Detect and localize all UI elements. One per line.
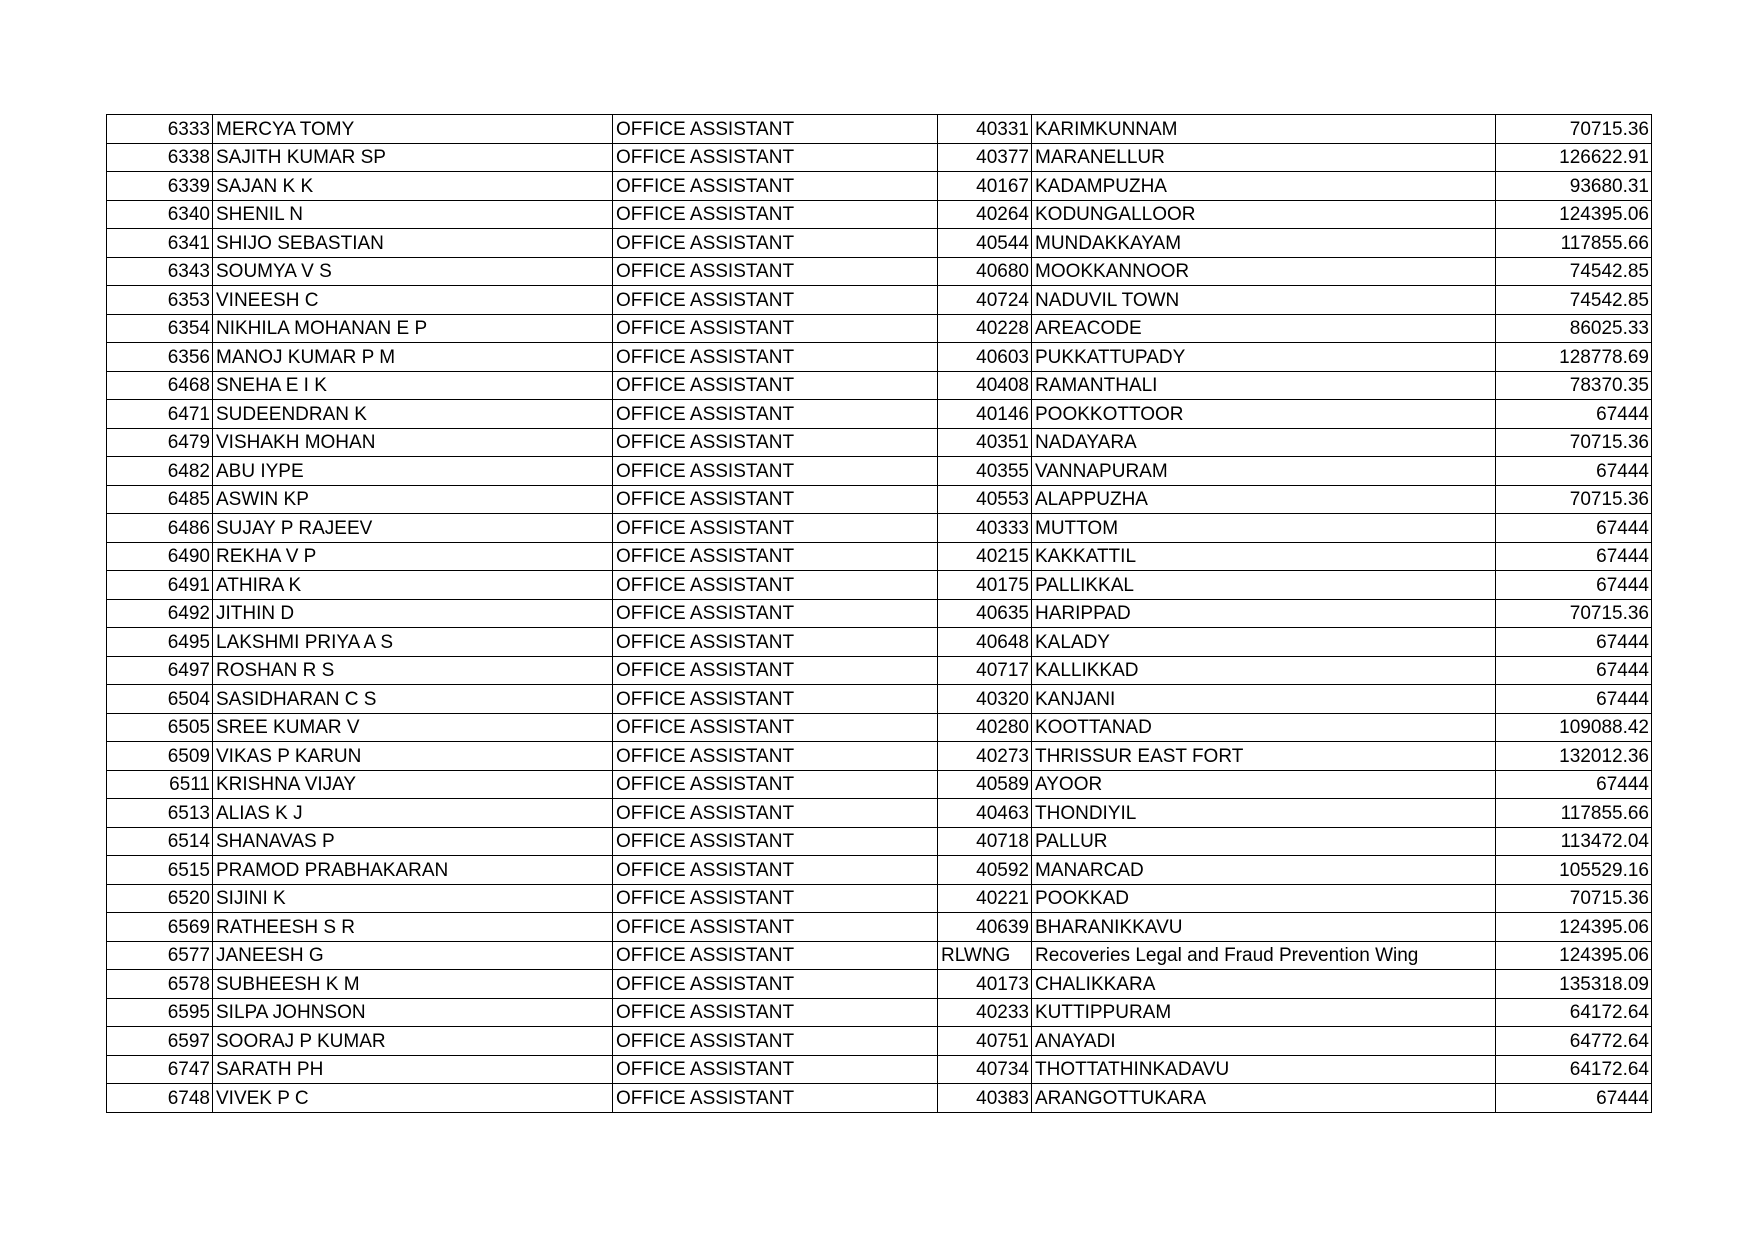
branch-name-cell: THONDIYIL [1032, 799, 1496, 828]
designation-cell: OFFICE ASSISTANT [613, 571, 938, 600]
branch-name-cell: MUNDAKKAYAM [1032, 229, 1496, 258]
branch-code-cell: 40215 [938, 542, 1032, 571]
table-row [107, 856, 1652, 885]
designation-cell: OFFICE ASSISTANT [613, 970, 938, 999]
amount-cell: 124395.06 [1496, 941, 1652, 970]
employee-id-cell: 6354 [107, 314, 213, 343]
employee-id-cell: 6339 [107, 172, 213, 201]
designation-cell: OFFICE ASSISTANT [613, 685, 938, 714]
employee-id-cell: 6747 [107, 1055, 213, 1084]
branch-name-cell: KALLIKKAD [1032, 656, 1496, 685]
designation-cell: OFFICE ASSISTANT [613, 941, 938, 970]
table-row [107, 970, 1652, 999]
employee-id-cell: 6597 [107, 1027, 213, 1056]
table-row [107, 542, 1652, 571]
employee-id-cell: 6490 [107, 542, 213, 571]
amount-cell: 132012.36 [1496, 742, 1652, 771]
branch-code-cell: 40718 [938, 827, 1032, 856]
employee-name-cell: ATHIRA K [213, 571, 613, 600]
branch-code-cell: 40751 [938, 1027, 1032, 1056]
designation-cell: OFFICE ASSISTANT [613, 542, 938, 571]
employee-id-cell: 6341 [107, 229, 213, 258]
employee-name-cell: MANOJ KUMAR P M [213, 343, 613, 372]
table-row [107, 229, 1652, 258]
amount-cell: 109088.42 [1496, 713, 1652, 742]
table-row [107, 1084, 1652, 1113]
amount-cell: 67444 [1496, 571, 1652, 600]
branch-code-cell: 40331 [938, 115, 1032, 144]
employee-name-cell: SHANAVAS P [213, 827, 613, 856]
branch-code-cell: 40146 [938, 400, 1032, 429]
employee-id-cell: 6340 [107, 200, 213, 229]
amount-cell: 113472.04 [1496, 827, 1652, 856]
table-row [107, 115, 1652, 144]
employee-name-cell: SASIDHARAN C S [213, 685, 613, 714]
amount-cell: 67444 [1496, 685, 1652, 714]
employee-name-cell: ABU IYPE [213, 457, 613, 486]
branch-name-cell: KODUNGALLOOR [1032, 200, 1496, 229]
amount-cell: 74542.85 [1496, 257, 1652, 286]
designation-cell: OFFICE ASSISTANT [613, 314, 938, 343]
amount-cell: 67444 [1496, 1084, 1652, 1113]
employee-name-cell: MERCYA TOMY [213, 115, 613, 144]
amount-cell: 67444 [1496, 400, 1652, 429]
branch-name-cell: POOKKAD [1032, 884, 1496, 913]
amount-cell: 70715.36 [1496, 599, 1652, 628]
branch-code-cell: 40383 [938, 1084, 1032, 1113]
amount-cell: 70715.36 [1496, 115, 1652, 144]
table-row [107, 343, 1652, 372]
branch-name-cell: THOTTATHINKADAVU [1032, 1055, 1496, 1084]
employee-id-cell: 6485 [107, 485, 213, 514]
branch-name-cell: KADAMPUZHA [1032, 172, 1496, 201]
employee-name-cell: VIKAS P KARUN [213, 742, 613, 771]
table-row [107, 371, 1652, 400]
branch-code-cell: 40717 [938, 656, 1032, 685]
designation-cell: OFFICE ASSISTANT [613, 286, 938, 315]
amount-cell: 124395.06 [1496, 200, 1652, 229]
amount-cell: 64172.64 [1496, 1055, 1652, 1084]
designation-cell: OFFICE ASSISTANT [613, 143, 938, 172]
table-row [107, 571, 1652, 600]
amount-cell: 67444 [1496, 770, 1652, 799]
table-row [107, 400, 1652, 429]
designation-cell: OFFICE ASSISTANT [613, 998, 938, 1027]
employee-name-cell: REKHA V P [213, 542, 613, 571]
employee-name-cell: VIVEK P C [213, 1084, 613, 1113]
designation-cell: OFFICE ASSISTANT [613, 343, 938, 372]
employee-id-cell: 6748 [107, 1084, 213, 1113]
table-row [107, 599, 1652, 628]
designation-cell: OFFICE ASSISTANT [613, 257, 938, 286]
table-row [107, 428, 1652, 457]
amount-cell: 64172.64 [1496, 998, 1652, 1027]
table-row [107, 143, 1652, 172]
staff-table [106, 114, 1652, 1113]
table-row [107, 1027, 1652, 1056]
branch-name-cell: PUKKATTUPADY [1032, 343, 1496, 372]
employee-name-cell: KRISHNA VIJAY [213, 770, 613, 799]
branch-code-cell: 40544 [938, 229, 1032, 258]
table-row [107, 770, 1652, 799]
employee-id-cell: 6515 [107, 856, 213, 885]
amount-cell: 67444 [1496, 457, 1652, 486]
amount-cell: 135318.09 [1496, 970, 1652, 999]
designation-cell: OFFICE ASSISTANT [613, 428, 938, 457]
employee-name-cell: NIKHILA MOHANAN E P [213, 314, 613, 343]
amount-cell: 67444 [1496, 628, 1652, 657]
branch-code-cell: 40734 [938, 1055, 1032, 1084]
branch-name-cell: THRISSUR EAST FORT [1032, 742, 1496, 771]
amount-cell: 67444 [1496, 542, 1652, 571]
branch-code-cell: 40463 [938, 799, 1032, 828]
branch-name-cell: NADAYARA [1032, 428, 1496, 457]
employee-id-cell: 6520 [107, 884, 213, 913]
branch-name-cell: PALLUR [1032, 827, 1496, 856]
designation-cell: OFFICE ASSISTANT [613, 742, 938, 771]
branch-name-cell: PALLIKKAL [1032, 571, 1496, 600]
branch-name-cell: ARANGOTTUKARA [1032, 1084, 1496, 1113]
branch-code-cell: 40280 [938, 713, 1032, 742]
designation-cell: OFFICE ASSISTANT [613, 770, 938, 799]
amount-cell: 117855.66 [1496, 229, 1652, 258]
table-row [107, 485, 1652, 514]
employee-id-cell: 6338 [107, 143, 213, 172]
employee-name-cell: SOORAJ P KUMAR [213, 1027, 613, 1056]
table-row [107, 913, 1652, 942]
branch-code-cell: 40264 [938, 200, 1032, 229]
branch-code-cell: 40377 [938, 143, 1032, 172]
table-row [107, 827, 1652, 856]
branch-name-cell: AYOOR [1032, 770, 1496, 799]
employee-id-cell: 6577 [107, 941, 213, 970]
designation-cell: OFFICE ASSISTANT [613, 599, 938, 628]
employee-id-cell: 6486 [107, 514, 213, 543]
employee-name-cell: SIJINI K [213, 884, 613, 913]
employee-name-cell: VINEESH C [213, 286, 613, 315]
branch-name-cell: POOKKOTTOOR [1032, 400, 1496, 429]
table-row [107, 457, 1652, 486]
employee-name-cell: SHIJO SEBASTIAN [213, 229, 613, 258]
employee-name-cell: JITHIN D [213, 599, 613, 628]
branch-code-cell: 40221 [938, 884, 1032, 913]
amount-cell: 78370.35 [1496, 371, 1652, 400]
branch-name-cell: RAMANTHALI [1032, 371, 1496, 400]
branch-code-cell: 40408 [938, 371, 1032, 400]
table-row [107, 314, 1652, 343]
branch-code-cell: 40603 [938, 343, 1032, 372]
designation-cell: OFFICE ASSISTANT [613, 1027, 938, 1056]
branch-name-cell: MANARCAD [1032, 856, 1496, 885]
branch-code-cell: 40355 [938, 457, 1032, 486]
amount-cell: 105529.16 [1496, 856, 1652, 885]
designation-cell: OFFICE ASSISTANT [613, 172, 938, 201]
branch-name-cell: BHARANIKKAVU [1032, 913, 1496, 942]
branch-name-cell: NADUVIL TOWN [1032, 286, 1496, 315]
employee-name-cell: RATHEESH S R [213, 913, 613, 942]
employee-id-cell: 6497 [107, 656, 213, 685]
amount-cell: 124395.06 [1496, 913, 1652, 942]
employee-name-cell: ASWIN KP [213, 485, 613, 514]
table-row [107, 685, 1652, 714]
branch-name-cell: KARIMKUNNAM [1032, 115, 1496, 144]
branch-name-cell: KUTTIPPURAM [1032, 998, 1496, 1027]
employee-id-cell: 6492 [107, 599, 213, 628]
branch-name-cell: MUTTOM [1032, 514, 1496, 543]
employee-id-cell: 6482 [107, 457, 213, 486]
table-row [107, 200, 1652, 229]
designation-cell: OFFICE ASSISTANT [613, 628, 938, 657]
employee-id-cell: 6505 [107, 713, 213, 742]
employee-name-cell: PRAMOD PRABHAKARAN [213, 856, 613, 885]
table-row [107, 884, 1652, 913]
branch-code-cell: 40175 [938, 571, 1032, 600]
employee-id-cell: 6504 [107, 685, 213, 714]
designation-cell: OFFICE ASSISTANT [613, 913, 938, 942]
designation-cell: OFFICE ASSISTANT [613, 884, 938, 913]
branch-code-cell: RLWNG [938, 941, 1032, 970]
branch-name-cell: MOOKKANNOOR [1032, 257, 1496, 286]
employee-name-cell: SUBHEESH K M [213, 970, 613, 999]
branch-name-cell: AREACODE [1032, 314, 1496, 343]
employee-id-cell: 6513 [107, 799, 213, 828]
branch-code-cell: 40639 [938, 913, 1032, 942]
amount-cell: 128778.69 [1496, 343, 1652, 372]
table-row [107, 286, 1652, 315]
employee-name-cell: SUDEENDRAN K [213, 400, 613, 429]
employee-id-cell: 6509 [107, 742, 213, 771]
amount-cell: 70715.36 [1496, 485, 1652, 514]
amount-cell: 74542.85 [1496, 286, 1652, 315]
branch-code-cell: 40635 [938, 599, 1032, 628]
employee-id-cell: 6471 [107, 400, 213, 429]
designation-cell: OFFICE ASSISTANT [613, 400, 938, 429]
employee-name-cell: ROSHAN R S [213, 656, 613, 685]
branch-name-cell: HARIPPAD [1032, 599, 1496, 628]
branch-code-cell: 40233 [938, 998, 1032, 1027]
branch-code-cell: 40167 [938, 172, 1032, 201]
amount-cell: 67444 [1496, 514, 1652, 543]
branch-code-cell: 40333 [938, 514, 1032, 543]
branch-name-cell: VANNAPURAM [1032, 457, 1496, 486]
employee-name-cell: SAJAN K K [213, 172, 613, 201]
employee-name-cell: SHENIL N [213, 200, 613, 229]
branch-name-cell: KANJANI [1032, 685, 1496, 714]
branch-name-cell: KOOTTANAD [1032, 713, 1496, 742]
designation-cell: OFFICE ASSISTANT [613, 827, 938, 856]
branch-name-cell: ALAPPUZHA [1032, 485, 1496, 514]
branch-name-cell: CHALIKKARA [1032, 970, 1496, 999]
amount-cell: 70715.36 [1496, 428, 1652, 457]
branch-code-cell: 40351 [938, 428, 1032, 457]
employee-name-cell: SOUMYA V S [213, 257, 613, 286]
employee-id-cell: 6333 [107, 115, 213, 144]
designation-cell: OFFICE ASSISTANT [613, 514, 938, 543]
designation-cell: OFFICE ASSISTANT [613, 856, 938, 885]
employee-id-cell: 6569 [107, 913, 213, 942]
designation-cell: OFFICE ASSISTANT [613, 656, 938, 685]
table-row [107, 172, 1652, 201]
designation-cell: OFFICE ASSISTANT [613, 371, 938, 400]
branch-code-cell: 40589 [938, 770, 1032, 799]
designation-cell: OFFICE ASSISTANT [613, 1055, 938, 1084]
amount-cell: 67444 [1496, 656, 1652, 685]
table-row [107, 1055, 1652, 1084]
employee-id-cell: 6511 [107, 770, 213, 799]
table-row [107, 257, 1652, 286]
employee-id-cell: 6578 [107, 970, 213, 999]
amount-cell: 126622.91 [1496, 143, 1652, 172]
employee-id-cell: 6353 [107, 286, 213, 315]
branch-code-cell: 40648 [938, 628, 1032, 657]
branch-code-cell: 40724 [938, 286, 1032, 315]
table-row [107, 941, 1652, 970]
branch-code-cell: 40173 [938, 970, 1032, 999]
amount-cell: 70715.36 [1496, 884, 1652, 913]
employee-name-cell: SARATH PH [213, 1055, 613, 1084]
employee-name-cell: ALIAS K J [213, 799, 613, 828]
employee-id-cell: 6595 [107, 998, 213, 1027]
employee-id-cell: 6495 [107, 628, 213, 657]
employee-id-cell: 6491 [107, 571, 213, 600]
amount-cell: 117855.66 [1496, 799, 1652, 828]
branch-code-cell: 40592 [938, 856, 1032, 885]
designation-cell: OFFICE ASSISTANT [613, 485, 938, 514]
branch-name-cell: MARANELLUR [1032, 143, 1496, 172]
table-row [107, 713, 1652, 742]
designation-cell: OFFICE ASSISTANT [613, 115, 938, 144]
table-row [107, 514, 1652, 543]
employee-name-cell: SAJITH KUMAR SP [213, 143, 613, 172]
branch-name-cell: KALADY [1032, 628, 1496, 657]
branch-code-cell: 40273 [938, 742, 1032, 771]
designation-cell: OFFICE ASSISTANT [613, 457, 938, 486]
branch-name-cell: Recoveries Legal and Fraud Prevention Wing [1032, 941, 1496, 970]
employee-id-cell: 6514 [107, 827, 213, 856]
employee-id-cell: 6468 [107, 371, 213, 400]
designation-cell: OFFICE ASSISTANT [613, 229, 938, 258]
amount-cell: 86025.33 [1496, 314, 1652, 343]
table-row [107, 998, 1652, 1027]
designation-cell: OFFICE ASSISTANT [613, 799, 938, 828]
employee-id-cell: 6356 [107, 343, 213, 372]
branch-code-cell: 40228 [938, 314, 1032, 343]
designation-cell: OFFICE ASSISTANT [613, 200, 938, 229]
employee-name-cell: LAKSHMI PRIYA A S [213, 628, 613, 657]
employee-name-cell: JANEESH G [213, 941, 613, 970]
designation-cell: OFFICE ASSISTANT [613, 1084, 938, 1113]
branch-code-cell: 40320 [938, 685, 1032, 714]
designation-cell: OFFICE ASSISTANT [613, 713, 938, 742]
employee-id-cell: 6343 [107, 257, 213, 286]
table-row [107, 799, 1652, 828]
table-row [107, 656, 1652, 685]
branch-code-cell: 40680 [938, 257, 1032, 286]
branch-name-cell: KAKKATTIL [1032, 542, 1496, 571]
table-row [107, 742, 1652, 771]
branch-name-cell: ANAYADI [1032, 1027, 1496, 1056]
employee-name-cell: SUJAY P RAJEEV [213, 514, 613, 543]
branch-code-cell: 40553 [938, 485, 1032, 514]
employee-name-cell: VISHAKH MOHAN [213, 428, 613, 457]
staff-table-body [107, 115, 1652, 1113]
table-row [107, 628, 1652, 657]
employee-name-cell: SNEHA E I K [213, 371, 613, 400]
amount-cell: 93680.31 [1496, 172, 1652, 201]
amount-cell: 64772.64 [1496, 1027, 1652, 1056]
employee-id-cell: 6479 [107, 428, 213, 457]
employee-name-cell: SILPA JOHNSON [213, 998, 613, 1027]
employee-name-cell: SREE KUMAR V [213, 713, 613, 742]
